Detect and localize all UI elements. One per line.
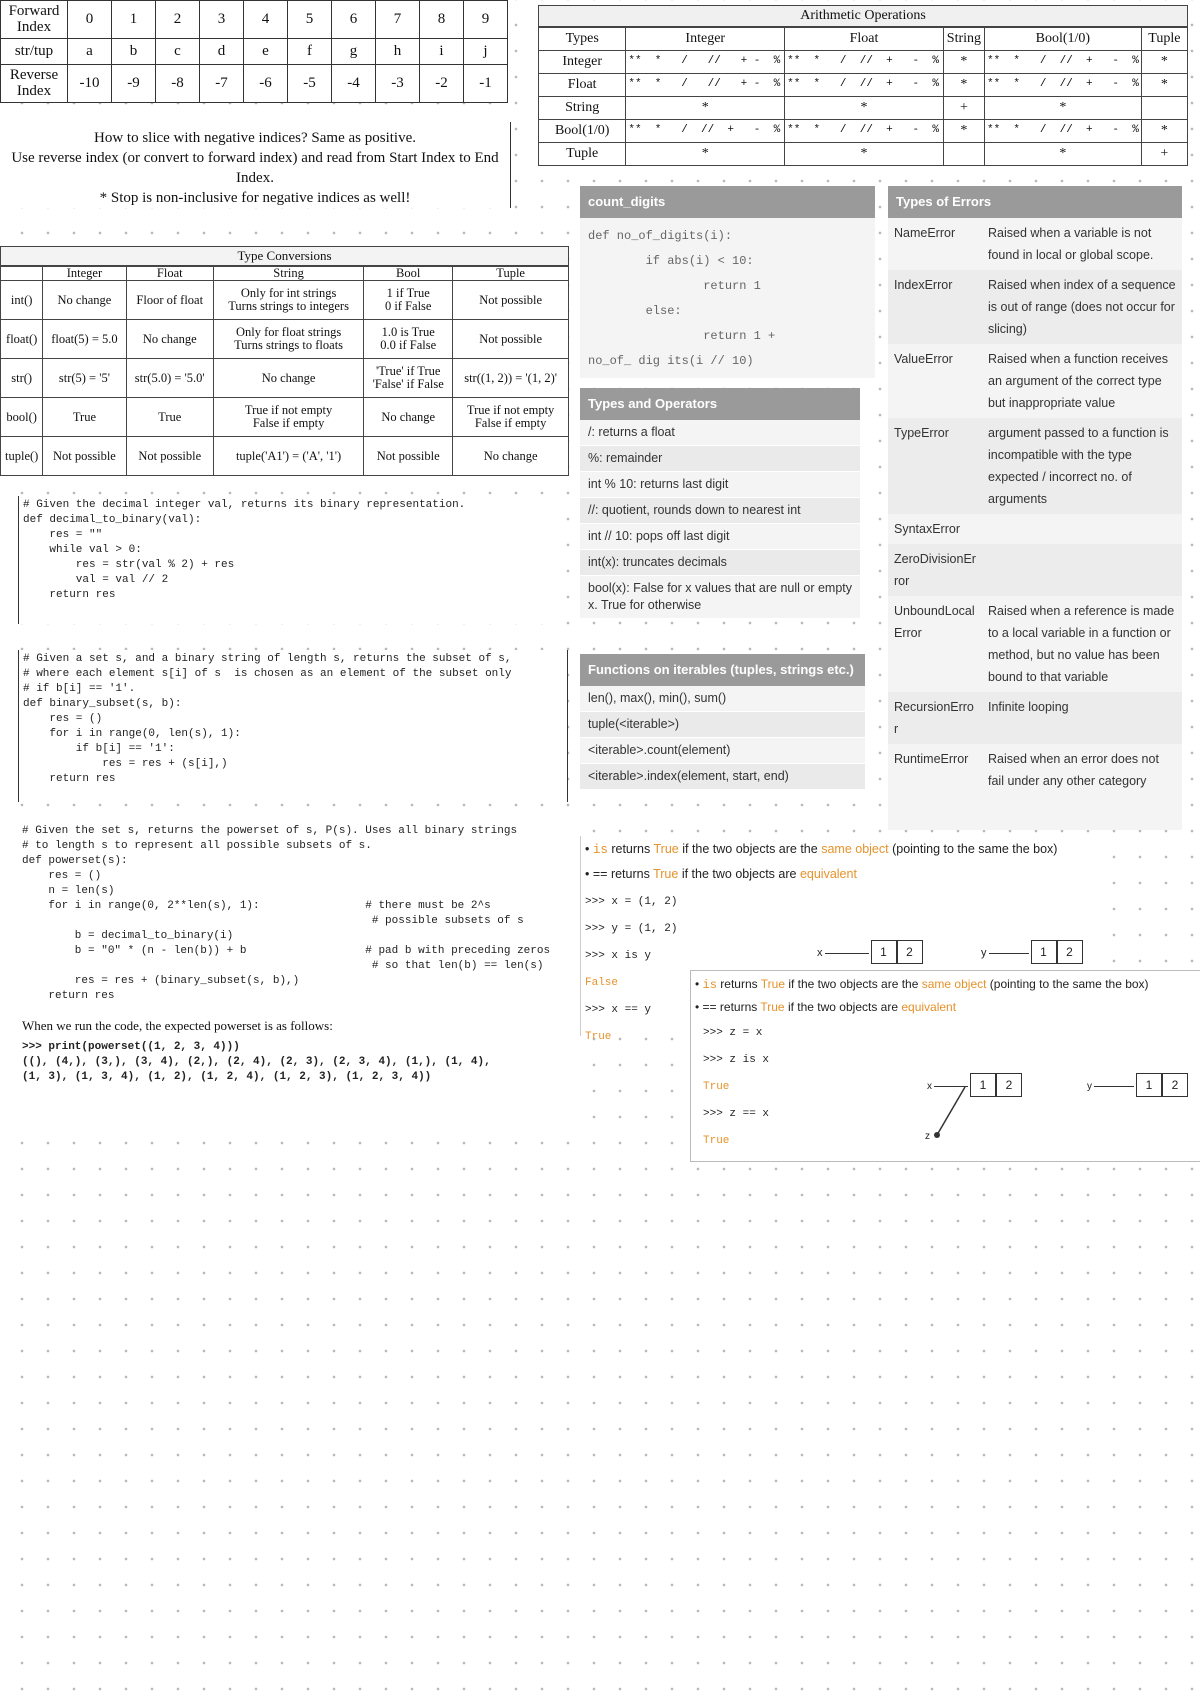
type-conv-row bbox=[1, 437, 569, 476]
eq-rule: • == returns True if the two objects are equivalent bbox=[585, 867, 857, 881]
arith-op-cell: * bbox=[626, 143, 785, 166]
arith-op-cell: * bbox=[1141, 120, 1187, 143]
index-row-label: Reverse Index bbox=[1, 65, 68, 103]
repl-line: >>> y = (1, 2) bbox=[585, 923, 678, 935]
arith-op-cell: ** * / // + - % bbox=[785, 74, 944, 97]
arith-row bbox=[539, 51, 1188, 74]
index-cell: -4 bbox=[332, 65, 376, 103]
type-conv-row bbox=[1, 398, 569, 437]
iterables-item: <iterable>.index(element, start, end) bbox=[580, 764, 865, 790]
error-desc: Raised when a reference is made to a local variable in a function or method, but no value has been bound to that variable bbox=[988, 604, 1175, 684]
error-name: SyntaxError bbox=[894, 522, 960, 536]
index-cell: -7 bbox=[200, 65, 244, 103]
index-cell: -9 bbox=[112, 65, 156, 103]
arith-type-cell: Bool(1/0) bbox=[539, 120, 626, 143]
type-conv-header-cell: Integer bbox=[43, 267, 126, 281]
repl-line: True bbox=[703, 1135, 730, 1147]
repl-line: >>> x is y bbox=[585, 950, 652, 962]
arith-op-cell: ** * / // + - % bbox=[985, 74, 1142, 97]
type-conv-header-cell: String bbox=[213, 267, 363, 281]
error-row bbox=[888, 744, 1182, 796]
iterables-item: tuple(<iterable>) bbox=[580, 712, 865, 738]
error-name: UnboundLocalError bbox=[894, 604, 975, 640]
type-conv-fn: float() bbox=[1, 320, 43, 359]
error-name: IndexError bbox=[888, 270, 982, 344]
index-cell: f bbox=[288, 39, 332, 65]
type-conv-cell: str((1, 2)) = '(1, 2)' bbox=[453, 359, 569, 398]
type-conversions-title: Type Conversions bbox=[0, 246, 569, 266]
is-equality-box-2 bbox=[690, 970, 1200, 1162]
arith-op-cell: ** * / // + - % bbox=[785, 120, 944, 143]
arith-op-cell: * bbox=[626, 97, 785, 120]
type-conv-fn: tuple() bbox=[1, 437, 43, 476]
index-cell: a bbox=[68, 39, 112, 65]
arith-header-cell: Float bbox=[785, 28, 944, 51]
errors-title: Types of Errors bbox=[888, 186, 1182, 218]
type-conv-cell: Floor of float bbox=[126, 281, 213, 320]
type-conv-row bbox=[1, 320, 569, 359]
index-cell: d bbox=[200, 39, 244, 65]
diagram-y-2: y 1 2 bbox=[1087, 1073, 1188, 1097]
arithmetic-title: Arithmetic Operations bbox=[538, 5, 1188, 27]
index-row bbox=[1, 65, 508, 103]
slice-note-line1: How to slice with negative indices? Same as positive. bbox=[93, 130, 416, 146]
type-conversions-table bbox=[0, 246, 569, 476]
iterables-item: <iterable>.count(element) bbox=[580, 738, 865, 764]
error-desc: Raised when a function receives an argument of the correct type but inappropriate value bbox=[988, 352, 1168, 410]
index-row-label: Forward Index bbox=[1, 1, 68, 39]
type-conv-cell: True bbox=[126, 398, 213, 437]
type-conv-cell: No change bbox=[126, 320, 213, 359]
diagram-z-arrow bbox=[931, 1083, 971, 1143]
repl-line: >>> z == x bbox=[703, 1108, 770, 1120]
type-conv-row bbox=[1, 359, 569, 398]
index-cell: 9 bbox=[464, 1, 508, 39]
error-row bbox=[888, 218, 1182, 270]
repl-line: True bbox=[585, 1031, 612, 1043]
type-conv-cell: Only for int strings Turns strings to integers bbox=[213, 281, 363, 320]
types-operators-item: //: quotient, rounds down to nearest int bbox=[580, 498, 860, 524]
arith-op-cell: * bbox=[943, 74, 984, 97]
diagram-x-1: x 1 2 bbox=[817, 940, 923, 964]
index-table bbox=[0, 0, 508, 103]
count-digits-panel bbox=[580, 186, 875, 378]
index-cell: g bbox=[332, 39, 376, 65]
index-row bbox=[1, 39, 508, 65]
powerset-note: When we run the code, the expected powerset is as follows: bbox=[22, 1018, 333, 1033]
index-cell: h bbox=[376, 39, 420, 65]
arithmetic-operations-table bbox=[538, 5, 1188, 166]
type-conv-cell: Not possible bbox=[43, 437, 126, 476]
repl-line: False bbox=[585, 977, 619, 989]
type-conv-fn: bool() bbox=[1, 398, 43, 437]
errors-panel bbox=[888, 186, 1182, 830]
type-conv-fn: int() bbox=[1, 281, 43, 320]
arith-op-cell: * bbox=[943, 120, 984, 143]
iterables-panel bbox=[580, 654, 865, 790]
arith-op-cell: + bbox=[1141, 143, 1187, 166]
error-name: RuntimeError bbox=[894, 752, 969, 766]
type-conv-row bbox=[1, 281, 569, 320]
error-name: ZeroDivisionError bbox=[888, 544, 982, 596]
arith-header-cell: Tuple bbox=[1141, 28, 1187, 51]
error-name: NameError bbox=[894, 226, 956, 240]
type-conv-cell: float(5) = 5.0 bbox=[43, 320, 126, 359]
arith-row bbox=[539, 143, 1188, 166]
types-operators-item: int // 10: pops off last digit bbox=[580, 524, 860, 550]
repl-line: >>> x = (1, 2) bbox=[585, 896, 678, 908]
arith-header-cell: Bool(1/0) bbox=[985, 28, 1142, 51]
arith-header-row bbox=[539, 28, 1188, 51]
index-cell: e bbox=[244, 39, 288, 65]
arith-op-cell: + bbox=[943, 97, 984, 120]
iterables-title: Functions on iterables (tuples, strings etc.) bbox=[580, 654, 865, 686]
type-conv-cell: Not possible bbox=[453, 281, 569, 320]
error-row bbox=[888, 544, 1182, 596]
eq-rule-2: • == returns True if the two objects are equivalent bbox=[695, 1000, 957, 1014]
types-operators-item: /: returns a float bbox=[580, 420, 860, 446]
code-binary-subset: # Given a set s, and a binary string of length s, returns the subset of s, # where each element s[i] of s is chosen as an element of the subset only # if b[i] == '1'. def binary_subset(s, b): res = () for i in range(0, len(s), 1): if b[i] == '1': res = res + (s[i],) return res bbox=[18, 650, 568, 802]
error-desc: Raised when a variable is not found in local or global scope. bbox=[988, 226, 1154, 262]
arith-type-cell: Float bbox=[539, 74, 626, 97]
type-conv-cell: Only for float strings Turns strings to floats bbox=[213, 320, 363, 359]
arith-op-cell: ** * / // + - % bbox=[985, 120, 1142, 143]
types-operators-item: int % 10: returns last digit bbox=[580, 472, 860, 498]
slice-note-line2: Use reverse index (or convert to forward index) and read from Start Index to End Index. bbox=[11, 150, 499, 186]
type-conv-header-row bbox=[1, 267, 569, 281]
arith-op-cell bbox=[1141, 97, 1187, 120]
error-row bbox=[888, 692, 1182, 744]
types-operators-title: Types and Operators bbox=[580, 388, 860, 420]
type-conv-cell: No change bbox=[213, 359, 363, 398]
type-conv-cell: Not possible bbox=[126, 437, 213, 476]
index-row-label: str/tup bbox=[1, 39, 68, 65]
type-conv-cell: 1 if True 0 if False bbox=[364, 281, 453, 320]
is-rule: • is returns True if the two objects are the same object (pointing to the same the box) bbox=[585, 842, 1058, 857]
error-desc bbox=[982, 544, 1182, 596]
index-cell: 5 bbox=[288, 1, 332, 39]
arith-op-cell bbox=[943, 143, 984, 166]
type-conv-cell: str(5.0) = '5.0' bbox=[126, 359, 213, 398]
diagram-x-2: x 1 2 bbox=[927, 1073, 1022, 1097]
arith-type-cell: Integer bbox=[539, 51, 626, 74]
is-rule-2: • is returns True if the two objects are the same object (pointing to the same the box) bbox=[695, 977, 1149, 992]
index-cell: 6 bbox=[332, 1, 376, 39]
type-conv-cell: No change bbox=[364, 398, 453, 437]
slice-note-line3: * Stop is non-inclusive for negative indices as well! bbox=[99, 190, 411, 206]
index-cell: -6 bbox=[244, 65, 288, 103]
error-name: TypeError bbox=[888, 418, 982, 514]
index-cell: -10 bbox=[68, 65, 112, 103]
diagram-z-2: z bbox=[925, 1131, 930, 1142]
error-desc: Raised when index of a sequence is out of range (does not occur for slicing) bbox=[982, 270, 1182, 344]
index-cell: 4 bbox=[244, 1, 288, 39]
type-conv-cell: Not possible bbox=[364, 437, 453, 476]
arith-row bbox=[539, 74, 1188, 97]
index-cell: -5 bbox=[288, 65, 332, 103]
iterables-item: len(), max(), min(), sum() bbox=[580, 686, 865, 712]
arith-op-cell: * bbox=[985, 97, 1142, 120]
arith-op-cell: ** * / // + - % bbox=[626, 74, 785, 97]
arith-op-cell: ** * / // + - % bbox=[985, 51, 1142, 74]
type-conv-cell: True bbox=[43, 398, 126, 437]
type-conv-header-cell: Tuple bbox=[453, 267, 569, 281]
arith-op-cell: * bbox=[785, 143, 944, 166]
type-conv-fn: str() bbox=[1, 359, 43, 398]
types-operators-panel bbox=[580, 388, 860, 619]
index-cell: -8 bbox=[156, 65, 200, 103]
error-name: RecursionError bbox=[888, 692, 982, 744]
type-conv-header-cell: Float bbox=[126, 267, 213, 281]
arith-type-cell: String bbox=[539, 97, 626, 120]
arith-op-cell: ** * / // + - % bbox=[785, 51, 944, 74]
arith-op-cell: ** * / // + - % bbox=[626, 51, 785, 74]
arith-header-cell: String bbox=[943, 28, 984, 51]
arith-type-cell: Tuple bbox=[539, 143, 626, 166]
repl-line: >>> z is x bbox=[703, 1054, 770, 1066]
repl-line: >>> z = x bbox=[703, 1027, 763, 1039]
arith-op-cell: * bbox=[985, 143, 1142, 166]
arith-op-cell: * bbox=[1141, 74, 1187, 97]
arith-header-cell: Integer bbox=[626, 28, 785, 51]
error-desc: Infinite looping bbox=[982, 692, 1182, 744]
code-powerset-block bbox=[18, 822, 571, 1126]
index-cell: c bbox=[156, 39, 200, 65]
index-cell: -3 bbox=[376, 65, 420, 103]
error-desc: argument passed to a function is incompatible with the type expected / incorrect no. of arguments bbox=[982, 418, 1182, 514]
index-cell: 1 bbox=[112, 1, 156, 39]
error-row bbox=[888, 596, 1182, 692]
arith-op-cell: ** * / // + - % bbox=[626, 120, 785, 143]
error-row bbox=[888, 270, 1182, 344]
type-conv-cell: str(5) = '5' bbox=[43, 359, 126, 398]
index-cell: -2 bbox=[420, 65, 464, 103]
count-digits-code: def no_of_digits(i): if abs(i) < 10: return 1 else: return 1 + no_of_ dig its(i // 10) bbox=[588, 229, 776, 368]
error-desc: Raised when an error does not fail under any other category bbox=[988, 752, 1159, 788]
types-operators-item: bool(x): False for x values that are null or empty x. True for otherwise bbox=[580, 576, 860, 619]
error-row bbox=[888, 418, 1182, 514]
index-cell: -1 bbox=[464, 65, 508, 103]
type-conv-cell: 'True' if True 'False' if False bbox=[364, 359, 453, 398]
type-conv-cell: True if not empty False if empty bbox=[213, 398, 363, 437]
index-cell: i bbox=[420, 39, 464, 65]
slice-note bbox=[0, 122, 511, 208]
type-conv-cell: True if not empty False if empty bbox=[453, 398, 569, 437]
arith-header-cell: Types bbox=[539, 28, 626, 51]
type-conv-cell: tuple('A1') = ('A', '1') bbox=[213, 437, 363, 476]
type-conv-header-cell bbox=[1, 267, 43, 281]
index-cell: 2 bbox=[156, 1, 200, 39]
error-desc bbox=[982, 514, 1182, 544]
repl-line: True bbox=[703, 1081, 730, 1093]
arith-op-cell: * bbox=[943, 51, 984, 74]
code-decimal-to-binary: # Given the decimal integer val, returns its binary representation. def decimal_to_binary(val): res = "" while val > 0: res = str(val % 2) + res val = val // 2 return res bbox=[18, 496, 562, 624]
index-row bbox=[1, 1, 508, 39]
type-conv-header-cell: Bool bbox=[364, 267, 453, 281]
type-conv-cell: No change bbox=[43, 281, 126, 320]
type-conv-cell: Not possible bbox=[453, 320, 569, 359]
index-cell: 3 bbox=[200, 1, 244, 39]
type-conv-cell: No change bbox=[453, 437, 569, 476]
diagram-y-1: y 1 2 bbox=[981, 940, 1083, 964]
types-operators-item: int(x): truncates decimals bbox=[580, 550, 860, 576]
index-cell: 0 bbox=[68, 1, 112, 39]
index-cell: 8 bbox=[420, 1, 464, 39]
arith-row bbox=[539, 97, 1188, 120]
count-digits-title: count_digits bbox=[580, 186, 875, 218]
powerset-output: >>> print(powerset((1, 2, 3, 4))) ((), (4,), (3,), (3, 4), (2,), (2, 4), (2, 3), (2, 3, 4), (1,), (1, 4), (1, 3), (1, 3, 4), (1, 2), (1, 2, 4), (1, 2, 3), (1, 2, 3, 4)) bbox=[22, 1041, 491, 1083]
index-cell: b bbox=[112, 39, 156, 65]
type-conv-cell: 1.0 is True 0.0 if False bbox=[364, 320, 453, 359]
index-cell: 7 bbox=[376, 1, 420, 39]
arith-row bbox=[539, 120, 1188, 143]
arith-op-cell: * bbox=[785, 97, 944, 120]
error-row bbox=[888, 344, 1182, 418]
types-operators-item: %: remainder bbox=[580, 446, 860, 472]
repl-line: >>> x == y bbox=[585, 1004, 652, 1016]
index-cell: j bbox=[464, 39, 508, 65]
arith-op-cell: * bbox=[1141, 51, 1187, 74]
code-powerset: # Given the set s, returns the powerset of s, P(s). Uses all binary strings # to length s to represent all possible subsets of s. def powerset(s): res = () n = len(s) for i in range(0, 2**len(s), 1): # there must be 2^s # possible subsets of s b = decimal_to_binary(i) b = "0" * (n - len(b)) + b # pad b with preceding zeros # so that len(b) == len(s) res = res + (binary_subset(s, b),) return res bbox=[22, 825, 551, 1002]
error-name: ValueError bbox=[894, 352, 953, 366]
error-row bbox=[888, 514, 1182, 544]
